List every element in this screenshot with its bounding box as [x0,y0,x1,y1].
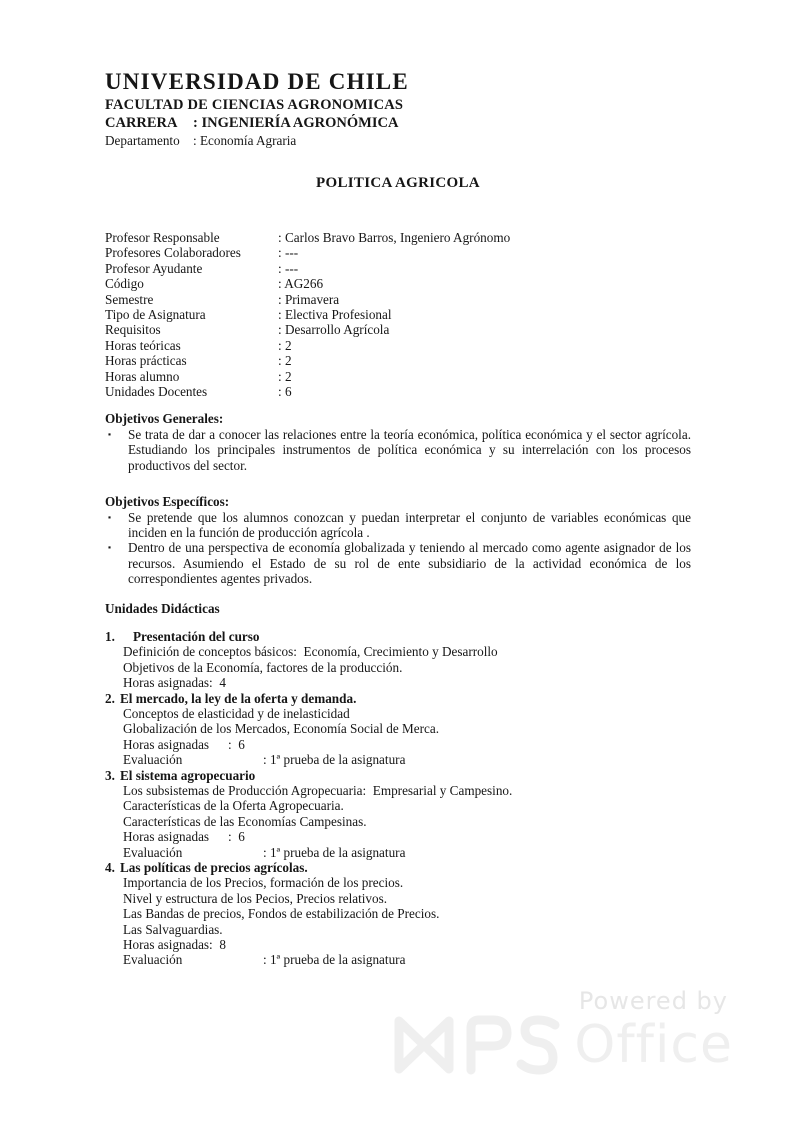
unit-line: Las Bandas de precios, Fondos de estabilización de Precios. [123,906,440,922]
bullet-text: Dentro de una perspectiva de economía globalizada y teniendo al mercado como agente asignador de los recursos. Asumiendo el Estado de su rol de ente subsidiario de la actividad económica de los correspondientes agentes privados. [128,540,691,587]
unit-number: 2. [105,690,115,706]
wps-office-watermark [394,1014,733,1076]
info-value: : Electiva Profesional [278,307,392,323]
course-title: POLITICA AGRICOLA [316,175,480,191]
info-row [105,245,691,260]
departamento-label: Departamento [105,133,180,148]
document-content [105,68,691,968]
unit-line: Importancia de los Precios, formación de los precios. [123,875,404,891]
info-row [105,369,691,384]
carrera-label: CARRERA [105,115,178,131]
info-row [105,261,691,276]
line-label: Horas asignadas [123,736,210,752]
unit-item [105,768,691,860]
departamento-row [105,132,691,150]
info-value: : 6 [278,384,292,400]
info-row [105,353,691,368]
unit-number: 4. [105,860,115,876]
powered-by-label: Powered by [578,987,728,1015]
unit-line: Horas asignadas: 8 [123,937,226,953]
info-value: : --- [278,260,299,276]
unit-line: Conceptos de elasticidad y de inelasticidad [123,705,350,721]
unit-title: Las políticas de precios agrícolas. [120,860,308,876]
unit-heading [105,691,691,706]
info-label: Unidades Docentes [105,384,208,400]
info-value: : Primavera [278,291,340,307]
bullet-item [105,427,691,473]
info-row [105,307,691,322]
line-value: : 1ª prueba de la asignatura [263,752,406,768]
faculty-name: FACULTAD DE CIENCIAS AGRONOMICAS [105,97,404,113]
info-row [105,230,691,245]
unit-line: Los subsistemas de Producción Agropecuaria: Empresarial y Campesino. [123,783,513,798]
unit-heading [105,768,691,783]
unit-line: Horas asignadas: 4 [123,675,226,691]
line-value: : 1ª prueba de la asignatura [263,952,406,968]
office-logo-text: Office [574,1015,733,1075]
unit-title: El sistema agropecuario [120,767,256,783]
unit-line: Globalización de los Mercados, Economía Social de Merca. [123,721,440,737]
unit-line: Objetivos de la Economía, factores de la producción. [123,659,403,675]
info-label: Código [105,276,144,292]
objetivos-especificos-list [105,510,691,587]
line-label: Evaluación [123,844,183,860]
info-row [105,276,691,291]
unit-line: Características de la Oferta Agropecuaria. [123,798,344,814]
info-value: : Desarrollo Agrícola [278,322,390,338]
unit-title: Presentación del curso [133,628,260,644]
unit-line [105,829,691,844]
bullet-item [105,510,691,541]
info-label: Horas teóricas [105,337,181,353]
unit-line: Las Salvaguardias. [123,921,223,937]
unit-line [105,845,691,860]
info-value: : 2 [278,368,292,384]
line-value: : 6 [228,829,245,845]
unit-number: 1. [105,628,115,644]
line-label: Horas asignadas [123,829,210,845]
bullet-item [105,540,691,586]
info-label: Semestre [105,291,154,307]
unit-item [105,860,691,968]
course-info-table [105,230,691,399]
info-label: Profesor Ayudante [105,260,203,276]
carrera-value: : INGENIERÍA AGRONÓMICA [193,115,399,131]
info-value: : 2 [278,337,292,353]
unit-heading [105,629,691,644]
line-value: : 6 [228,736,245,752]
unidades-list [105,629,691,968]
info-label: Requisitos [105,322,161,338]
unidades-heading: Unidades Didácticas [105,600,220,616]
info-label: Profesor Responsable [105,230,220,245]
unit-line: Nivel y estructura de los Pecios, Precios relativos. [123,890,388,906]
unit-line: Características de las Economías Campesinas. [123,813,367,829]
wps-logo-icon [394,1014,562,1076]
unit-item [105,629,691,691]
info-row [105,338,691,353]
info-label: Profesores Colaboradores [105,245,241,261]
info-value: : --- [278,245,299,261]
bullet-text: Se pretende que los alumnos conozcan y puedan interpretar el conjunto de variables económicas que inciden en la función de producción agrícola . [128,509,691,540]
info-row [105,384,691,399]
bullet-icon: ▪ [108,542,112,553]
bullet-icon: ▪ [108,428,112,439]
info-value: : 2 [278,353,292,369]
info-row [105,292,691,307]
line-label: Evaluación [123,752,183,768]
bullet-text: Se trata de dar a conocer las relaciones entre la teoría económica, política económica y el sector agrícola. Estudiando los principales instrumentos de política económica y su interrelación con los procesos productivos del sector. [128,426,691,473]
objetivos-generales-list [105,427,691,473]
unit-line [105,737,691,752]
info-value: : AG266 [278,276,324,292]
objetivos-especificos-heading: Objetivos Específicos: [105,494,230,510]
line-value: : 1ª prueba de la asignatura [263,844,406,860]
wps-bowtie-mark [399,1021,449,1069]
unit-number: 3. [105,767,115,783]
unit-title: El mercado, la ley de la oferta y demanda. [120,690,357,706]
unit-line [105,752,691,767]
objetivos-generales-heading: Objetivos Generales: [105,411,224,427]
unit-item [105,691,691,768]
university-name: UNIVERSIDAD DE CHILE [105,69,409,94]
info-label: Horas alumno [105,368,180,384]
unit-line [105,952,691,967]
info-row [105,322,691,337]
info-label: Horas prácticas [105,353,187,369]
carrera-row [105,114,691,132]
unit-line: Definición de conceptos básicos: Economía, Crecimiento y Desarrollo [123,644,498,660]
unit-heading [105,860,691,875]
line-label: Evaluación [123,952,183,968]
bullet-icon: ▪ [108,511,112,522]
info-label: Tipo de Asignatura [105,307,206,323]
info-value: : Carlos Bravo Barros, Ingeniero Agrónomo [278,230,511,245]
departamento-value: : Economía Agraria [193,133,297,148]
